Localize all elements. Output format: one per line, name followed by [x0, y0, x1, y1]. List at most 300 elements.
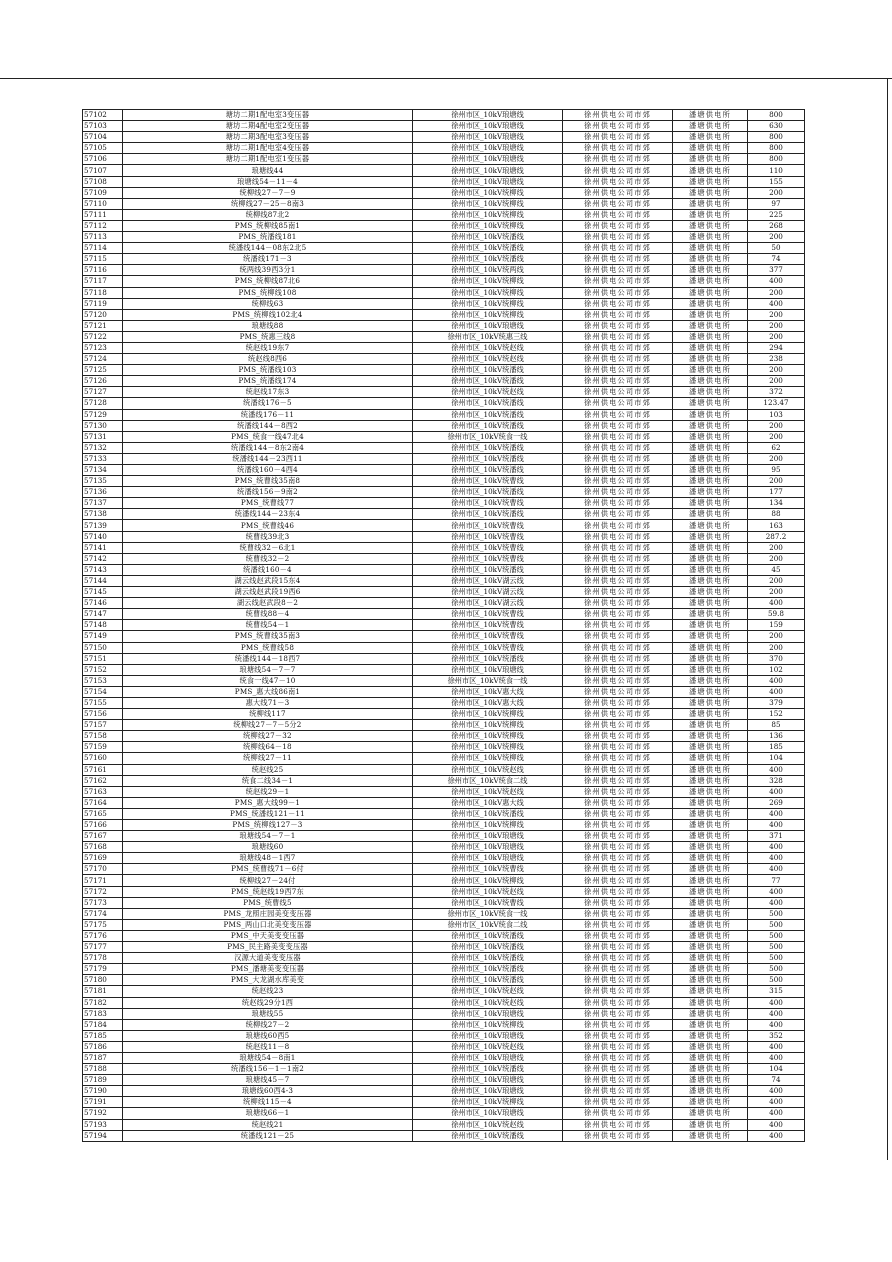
- transformer-name-cell: PMS_统柳线108: [123, 287, 413, 298]
- capacity-cell: 500: [748, 975, 805, 986]
- capacity-cell: 177: [748, 487, 805, 498]
- company-cell: 徐州供电公司市郊: [563, 365, 673, 376]
- feeder-line-cell: 徐州市区_10kV惠大线: [413, 686, 563, 697]
- table-row: [83, 243, 805, 254]
- table-row: [83, 1052, 805, 1063]
- row-id-cell: 57159: [83, 742, 123, 753]
- row-id-cell: 57173: [83, 897, 123, 908]
- table-row: [83, 919, 805, 930]
- station-cell: 潘塘供电所: [673, 476, 748, 487]
- company-cell: 徐州供电公司市郊: [563, 875, 673, 886]
- capacity-cell: 225: [748, 209, 805, 220]
- capacity-cell: 400: [748, 820, 805, 831]
- capacity-cell: 200: [748, 187, 805, 198]
- row-id-cell: 57189: [83, 1075, 123, 1086]
- row-id-cell: 57180: [83, 975, 123, 986]
- table-row: [83, 409, 805, 420]
- transformer-name-cell: 统潘线171－3: [123, 254, 413, 265]
- station-cell: 潘塘供电所: [673, 631, 748, 642]
- company-cell: 徐州供电公司市郊: [563, 775, 673, 786]
- capacity-cell: 200: [748, 431, 805, 442]
- table-row: [83, 187, 805, 198]
- feeder-line-cell: 徐州市区_10kV统柳线: [413, 276, 563, 287]
- station-cell: 潘塘供电所: [673, 731, 748, 742]
- feeder-line-cell: 徐州市区_10kV统曹线: [413, 553, 563, 564]
- transformer-name-cell: 统赵线21: [123, 1119, 413, 1130]
- capacity-cell: 800: [748, 132, 805, 143]
- transformer-name-cell: 统赵线19东7: [123, 342, 413, 353]
- row-id-cell: 57186: [83, 1041, 123, 1052]
- station-cell: 潘塘供电所: [673, 121, 748, 132]
- transformer-name-cell: PMS_统柳线127－3: [123, 820, 413, 831]
- row-id-cell: 57178: [83, 953, 123, 964]
- row-id-cell: 57134: [83, 465, 123, 476]
- capacity-cell: 400: [748, 853, 805, 864]
- feeder-line-cell: 徐州市区_10kV湖云线: [413, 587, 563, 598]
- feeder-line-cell: 徐州市区_10kV统赵线: [413, 764, 563, 775]
- transformer-name-cell: 统潘线156－1－1南2: [123, 1064, 413, 1075]
- table-row: [83, 731, 805, 742]
- station-cell: 潘塘供电所: [673, 1030, 748, 1041]
- row-id-cell: 57115: [83, 254, 123, 265]
- station-cell: 潘塘供电所: [673, 598, 748, 609]
- table-row: [83, 254, 805, 265]
- transformer-name-cell: 湖云线赵武段15东4: [123, 575, 413, 586]
- row-id-cell: 57191: [83, 1097, 123, 1108]
- table-row: [83, 653, 805, 664]
- table-row: [83, 309, 805, 320]
- station-cell: 潘塘供电所: [673, 553, 748, 564]
- table-row: [83, 498, 805, 509]
- feeder-line-cell: 徐州市区_10kV琅塘线: [413, 842, 563, 853]
- company-cell: 徐州供电公司市郊: [563, 220, 673, 231]
- company-cell: 徐州供电公司市郊: [563, 154, 673, 165]
- company-cell: 徐州供电公司市郊: [563, 753, 673, 764]
- company-cell: 徐州供电公司市郊: [563, 897, 673, 908]
- transformer-name-cell: PMS_惠大线86南1: [123, 686, 413, 697]
- table-row: [83, 975, 805, 986]
- transformer-name-cell: 统柳线63: [123, 298, 413, 309]
- capacity-cell: 400: [748, 1008, 805, 1019]
- row-id-cell: 57121: [83, 320, 123, 331]
- capacity-cell: 200: [748, 331, 805, 342]
- company-cell: 徐州供电公司市郊: [563, 564, 673, 575]
- transformer-name-cell: 塘坊二期1配电室3变压器: [123, 110, 413, 121]
- feeder-line-cell: 徐州市区_10kV琅塘线: [413, 110, 563, 121]
- feeder-line-cell: 徐州市区_10kV统食一线: [413, 675, 563, 686]
- feeder-line-cell: 徐州市区_10kV统柳线: [413, 1019, 563, 1030]
- station-cell: 潘塘供电所: [673, 265, 748, 276]
- transformer-name-cell: 统潘线176－11: [123, 409, 413, 420]
- row-id-cell: 57171: [83, 875, 123, 886]
- table-row: [83, 342, 805, 353]
- transformer-name-cell: PMS_统曹线35南3: [123, 631, 413, 642]
- station-cell: 潘塘供电所: [673, 420, 748, 431]
- company-cell: 徐州供电公司市郊: [563, 387, 673, 398]
- capacity-cell: 400: [748, 864, 805, 875]
- transformer-name-cell: 琅塘线54－8南1: [123, 1052, 413, 1063]
- company-cell: 徐州供电公司市郊: [563, 930, 673, 941]
- transformer-name-cell: 统潘线121－25: [123, 1130, 413, 1141]
- capacity-cell: 200: [748, 575, 805, 586]
- company-cell: 徐州供电公司市郊: [563, 653, 673, 664]
- transformer-name-cell: PMS_统曹线5: [123, 897, 413, 908]
- capacity-cell: 200: [748, 420, 805, 431]
- capacity-cell: 74: [748, 254, 805, 265]
- company-cell: 徐州供电公司市郊: [563, 886, 673, 897]
- company-cell: 徐州供电公司市郊: [563, 121, 673, 132]
- transformer-name-cell: 统柳线27－25－8南3: [123, 198, 413, 209]
- row-id-cell: 57169: [83, 853, 123, 864]
- row-id-cell: 57109: [83, 187, 123, 198]
- row-id-cell: 57104: [83, 132, 123, 143]
- feeder-line-cell: 徐州市区_10kV统柳线: [413, 875, 563, 886]
- station-cell: 潘塘供电所: [673, 697, 748, 708]
- station-cell: 潘塘供电所: [673, 453, 748, 464]
- table-row: [83, 886, 805, 897]
- row-id-cell: 57128: [83, 398, 123, 409]
- feeder-line-cell: 徐州市区_10kV琅塘线: [413, 1075, 563, 1086]
- station-cell: 潘塘供电所: [673, 897, 748, 908]
- capacity-cell: 379: [748, 697, 805, 708]
- substation-table: [82, 109, 805, 1142]
- feeder-line-cell: 徐州市区_10kV统潘线: [413, 1064, 563, 1075]
- transformer-name-cell: 琅塘线54－11－4: [123, 176, 413, 187]
- transformer-name-cell: 统柳线27－24付: [123, 875, 413, 886]
- capacity-cell: 400: [748, 764, 805, 775]
- station-cell: 潘塘供电所: [673, 509, 748, 520]
- row-id-cell: 57118: [83, 287, 123, 298]
- table-row: [83, 465, 805, 476]
- transformer-name-cell: PMS_统柳线102北4: [123, 309, 413, 320]
- capacity-cell: 287.2: [748, 531, 805, 542]
- company-cell: 徐州供电公司市郊: [563, 320, 673, 331]
- transformer-name-cell: 统柳线117: [123, 709, 413, 720]
- top-rule: [0, 78, 892, 79]
- company-cell: 徐州供电公司市郊: [563, 1041, 673, 1052]
- feeder-line-cell: 徐州市区_10kV惠大线: [413, 797, 563, 808]
- transformer-name-cell: 塘坊二期3配电室3变压器: [123, 132, 413, 143]
- station-cell: 潘塘供电所: [673, 1008, 748, 1019]
- row-id-cell: 57125: [83, 365, 123, 376]
- transformer-name-cell: 汉源大道美变变压器: [123, 953, 413, 964]
- feeder-line-cell: 徐州市区_10kV统潘线: [413, 420, 563, 431]
- table-row: [83, 686, 805, 697]
- transformer-name-cell: 统食一线47－10: [123, 675, 413, 686]
- company-cell: 徐州供电公司市郊: [563, 853, 673, 864]
- capacity-cell: 85: [748, 720, 805, 731]
- transformer-name-cell: 塘坊二期1配电室1变压器: [123, 154, 413, 165]
- station-cell: 潘塘供电所: [673, 1086, 748, 1097]
- company-cell: 徐州供电公司市郊: [563, 409, 673, 420]
- table-row: [83, 1119, 805, 1130]
- company-cell: 徐州供电公司市郊: [563, 709, 673, 720]
- company-cell: 徐州供电公司市郊: [563, 453, 673, 464]
- row-id-cell: 57105: [83, 143, 123, 154]
- transformer-name-cell: PMS_统曹线71－6付: [123, 864, 413, 875]
- row-id-cell: 57185: [83, 1030, 123, 1041]
- table-row: [83, 997, 805, 1008]
- company-cell: 徐州供电公司市郊: [563, 354, 673, 365]
- capacity-cell: 400: [748, 886, 805, 897]
- company-cell: 徐州供电公司市郊: [563, 176, 673, 187]
- feeder-line-cell: 徐州市区_10kV统曹线: [413, 476, 563, 487]
- table-row: [83, 875, 805, 886]
- capacity-cell: 110: [748, 165, 805, 176]
- station-cell: 潘塘供电所: [673, 808, 748, 819]
- table-row: [83, 442, 805, 453]
- station-cell: 潘塘供电所: [673, 276, 748, 287]
- table-row: [83, 1008, 805, 1019]
- station-cell: 潘塘供电所: [673, 575, 748, 586]
- station-cell: 潘塘供电所: [673, 964, 748, 975]
- capacity-cell: 400: [748, 1108, 805, 1119]
- feeder-line-cell: 徐州市区_10kV统潘线: [413, 365, 563, 376]
- feeder-line-cell: 徐州市区_10kV统曹线: [413, 620, 563, 631]
- station-cell: 潘塘供电所: [673, 886, 748, 897]
- row-id-cell: 57179: [83, 964, 123, 975]
- table-row: [83, 1041, 805, 1052]
- transformer-name-cell: 统潘线160－4西4: [123, 465, 413, 476]
- company-cell: 徐州供电公司市郊: [563, 132, 673, 143]
- row-id-cell: 57164: [83, 797, 123, 808]
- transformer-name-cell: 琅塘线60西4-3: [123, 1086, 413, 1097]
- row-id-cell: 57122: [83, 331, 123, 342]
- company-cell: 徐州供电公司市郊: [563, 254, 673, 265]
- company-cell: 徐州供电公司市郊: [563, 720, 673, 731]
- row-id-cell: 57168: [83, 842, 123, 853]
- row-id-cell: 57141: [83, 542, 123, 553]
- feeder-line-cell: 徐州市区_10kV统曹线: [413, 531, 563, 542]
- capacity-cell: 400: [748, 1052, 805, 1063]
- feeder-line-cell: 徐州市区_10kV琅塘线: [413, 154, 563, 165]
- transformer-name-cell: 统柳线27－11: [123, 753, 413, 764]
- company-cell: 徐州供电公司市郊: [563, 165, 673, 176]
- company-cell: 徐州供电公司市郊: [563, 376, 673, 387]
- capacity-cell: 136: [748, 731, 805, 742]
- capacity-cell: 59.8: [748, 609, 805, 620]
- station-cell: 潘塘供电所: [673, 864, 748, 875]
- company-cell: 徐州供电公司市郊: [563, 476, 673, 487]
- row-id-cell: 57130: [83, 420, 123, 431]
- transformer-name-cell: PMS_统食一线47北4: [123, 431, 413, 442]
- row-id-cell: 57154: [83, 686, 123, 697]
- feeder-line-cell: 徐州市区_10kV统两线: [413, 265, 563, 276]
- capacity-cell: 400: [748, 1097, 805, 1108]
- row-id-cell: 57103: [83, 121, 123, 132]
- feeder-line-cell: 徐州市区_10kV统潘线: [413, 232, 563, 243]
- row-id-cell: 57148: [83, 620, 123, 631]
- transformer-name-cell: 琅塘线66－1: [123, 1108, 413, 1119]
- table-row: [83, 564, 805, 575]
- company-cell: 徐州供电公司市郊: [563, 232, 673, 243]
- capacity-cell: 50: [748, 243, 805, 254]
- company-cell: 徐州供电公司市郊: [563, 598, 673, 609]
- capacity-cell: 200: [748, 287, 805, 298]
- capacity-cell: 200: [748, 365, 805, 376]
- capacity-cell: 200: [748, 631, 805, 642]
- feeder-line-cell: 徐州市区_10kV统曹线: [413, 897, 563, 908]
- company-cell: 徐州供电公司市郊: [563, 298, 673, 309]
- table-row: [83, 908, 805, 919]
- table-row: [83, 764, 805, 775]
- feeder-line-cell: 徐州市区_10kV湖云线: [413, 575, 563, 586]
- company-cell: 徐州供电公司市郊: [563, 697, 673, 708]
- capacity-cell: 400: [748, 1119, 805, 1130]
- transformer-name-cell: PMS_统曹线58: [123, 642, 413, 653]
- table-row: [83, 553, 805, 564]
- capacity-cell: 155: [748, 176, 805, 187]
- capacity-cell: 269: [748, 797, 805, 808]
- feeder-line-cell: 徐州市区_10kV统曹线: [413, 542, 563, 553]
- company-cell: 徐州供电公司市郊: [563, 498, 673, 509]
- capacity-cell: 200: [748, 453, 805, 464]
- station-cell: 潘塘供电所: [673, 587, 748, 598]
- station-cell: 潘塘供电所: [673, 1019, 748, 1030]
- station-cell: 潘塘供电所: [673, 465, 748, 476]
- row-id-cell: 57181: [83, 986, 123, 997]
- capacity-cell: 185: [748, 742, 805, 753]
- capacity-cell: 200: [748, 376, 805, 387]
- feeder-line-cell: 徐州市区_10kV琅塘线: [413, 831, 563, 842]
- table-row: [83, 942, 805, 953]
- row-id-cell: 57176: [83, 930, 123, 941]
- row-id-cell: 57124: [83, 354, 123, 365]
- transformer-name-cell: 塘坊二期4配电室2变压器: [123, 121, 413, 132]
- table-row: [83, 664, 805, 675]
- station-cell: 潘塘供电所: [673, 753, 748, 764]
- company-cell: 徐州供电公司市郊: [563, 908, 673, 919]
- feeder-line-cell: 徐州市区_10kV统柳线: [413, 298, 563, 309]
- feeder-line-cell: 徐州市区_10kV统惠三线: [413, 331, 563, 342]
- table-row: [83, 1075, 805, 1086]
- row-id-cell: 57113: [83, 232, 123, 243]
- company-cell: 徐州供电公司市郊: [563, 997, 673, 1008]
- row-id-cell: 57177: [83, 942, 123, 953]
- capacity-cell: 800: [748, 110, 805, 121]
- transformer-name-cell: 统柳线27－7－9: [123, 187, 413, 198]
- row-id-cell: 57132: [83, 442, 123, 453]
- table-row: [83, 808, 805, 819]
- row-id-cell: 57144: [83, 575, 123, 586]
- company-cell: 徐州供电公司市郊: [563, 609, 673, 620]
- row-id-cell: 57160: [83, 753, 123, 764]
- capacity-cell: 400: [748, 897, 805, 908]
- company-cell: 徐州供电公司市郊: [563, 620, 673, 631]
- row-id-cell: 57147: [83, 609, 123, 620]
- feeder-line-cell: 徐州市区_10kV统食一线: [413, 431, 563, 442]
- station-cell: 潘塘供电所: [673, 664, 748, 675]
- row-id-cell: 57155: [83, 697, 123, 708]
- transformer-name-cell: PMS_龙照庄园美变变压器: [123, 908, 413, 919]
- feeder-line-cell: 徐州市区_10kV统潘线: [413, 487, 563, 498]
- station-cell: 潘塘供电所: [673, 287, 748, 298]
- transformer-name-cell: PMS_统潘线174: [123, 376, 413, 387]
- station-cell: 潘塘供电所: [673, 709, 748, 720]
- table-row: [83, 542, 805, 553]
- transformer-name-cell: 统曹线39北3: [123, 531, 413, 542]
- feeder-line-cell: 徐州市区_10kV统柳线: [413, 709, 563, 720]
- transformer-name-cell: 统柳线27－32: [123, 731, 413, 742]
- feeder-line-cell: 徐州市区_10kV统潘线: [413, 243, 563, 254]
- capacity-cell: 400: [748, 598, 805, 609]
- table-row: [83, 398, 805, 409]
- station-cell: 潘塘供电所: [673, 786, 748, 797]
- station-cell: 潘塘供电所: [673, 930, 748, 941]
- feeder-line-cell: 徐州市区_10kV统潘线: [413, 409, 563, 420]
- row-id-cell: 57182: [83, 997, 123, 1008]
- company-cell: 徐州供电公司市郊: [563, 398, 673, 409]
- station-cell: 潘塘供电所: [673, 387, 748, 398]
- table-row: [83, 642, 805, 653]
- transformer-name-cell: 统赵线25: [123, 764, 413, 775]
- table-row: [83, 587, 805, 598]
- table-row: [83, 287, 805, 298]
- transformer-name-cell: 统赵线29分1西: [123, 997, 413, 1008]
- station-cell: 潘塘供电所: [673, 609, 748, 620]
- table-row: [83, 431, 805, 442]
- feeder-line-cell: 徐州市区_10kV统潘线: [413, 376, 563, 387]
- station-cell: 潘塘供电所: [673, 975, 748, 986]
- company-cell: 徐州供电公司市郊: [563, 664, 673, 675]
- transformer-name-cell: 塘坊二期1配电室4变压器: [123, 143, 413, 154]
- capacity-cell: 500: [748, 953, 805, 964]
- table-row: [83, 132, 805, 143]
- row-id-cell: 57153: [83, 675, 123, 686]
- feeder-line-cell: 徐州市区_10kV统潘线: [413, 442, 563, 453]
- table-row: [83, 720, 805, 731]
- transformer-name-cell: 统赵线29－1: [123, 786, 413, 797]
- feeder-line-cell: 徐州市区_10kV琅塘线: [413, 320, 563, 331]
- row-id-cell: 57126: [83, 376, 123, 387]
- company-cell: 徐州供电公司市郊: [563, 686, 673, 697]
- company-cell: 徐州供电公司市郊: [563, 509, 673, 520]
- feeder-line-cell: 徐州市区_10kV统潘线: [413, 953, 563, 964]
- transformer-name-cell: PMS_统曹线77: [123, 498, 413, 509]
- transformer-name-cell: 统赵线23: [123, 986, 413, 997]
- station-cell: 潘塘供电所: [673, 831, 748, 842]
- feeder-line-cell: 徐州市区_10kV统赵线: [413, 342, 563, 353]
- row-id-cell: 57157: [83, 720, 123, 731]
- feeder-line-cell: 徐州市区_10kV统柳线: [413, 309, 563, 320]
- company-cell: 徐州供电公司市郊: [563, 1064, 673, 1075]
- feeder-line-cell: 徐州市区_10kV统柳线: [413, 198, 563, 209]
- capacity-cell: 400: [748, 1019, 805, 1030]
- station-cell: 潘塘供电所: [673, 908, 748, 919]
- station-cell: 潘塘供电所: [673, 675, 748, 686]
- feeder-line-cell: 徐州市区_10kV统柳线: [413, 742, 563, 753]
- transformer-name-cell: PMS_统惠三线8: [123, 331, 413, 342]
- station-cell: 潘塘供电所: [673, 1130, 748, 1141]
- station-cell: 潘塘供电所: [673, 1108, 748, 1119]
- company-cell: 徐州供电公司市郊: [563, 209, 673, 220]
- feeder-line-cell: 徐州市区_10kV统赵线: [413, 786, 563, 797]
- feeder-line-cell: 徐州市区_10kV统潘线: [413, 453, 563, 464]
- transformer-name-cell: 统潘线144－8西2: [123, 420, 413, 431]
- capacity-cell: 630: [748, 121, 805, 132]
- row-id-cell: 57174: [83, 908, 123, 919]
- company-cell: 徐州供电公司市郊: [563, 287, 673, 298]
- transformer-name-cell: 统赵线17东3: [123, 387, 413, 398]
- feeder-line-cell: 徐州市区_10kV统曹线: [413, 642, 563, 653]
- row-id-cell: 57110: [83, 198, 123, 209]
- table-row: [83, 376, 805, 387]
- capacity-cell: 134: [748, 498, 805, 509]
- transformer-name-cell: 统潘线144－8东2南4: [123, 442, 413, 453]
- capacity-cell: 200: [748, 642, 805, 653]
- transformer-name-cell: 统柳线27－7－5分2: [123, 720, 413, 731]
- feeder-line-cell: 徐州市区_10kV统柳线: [413, 287, 563, 298]
